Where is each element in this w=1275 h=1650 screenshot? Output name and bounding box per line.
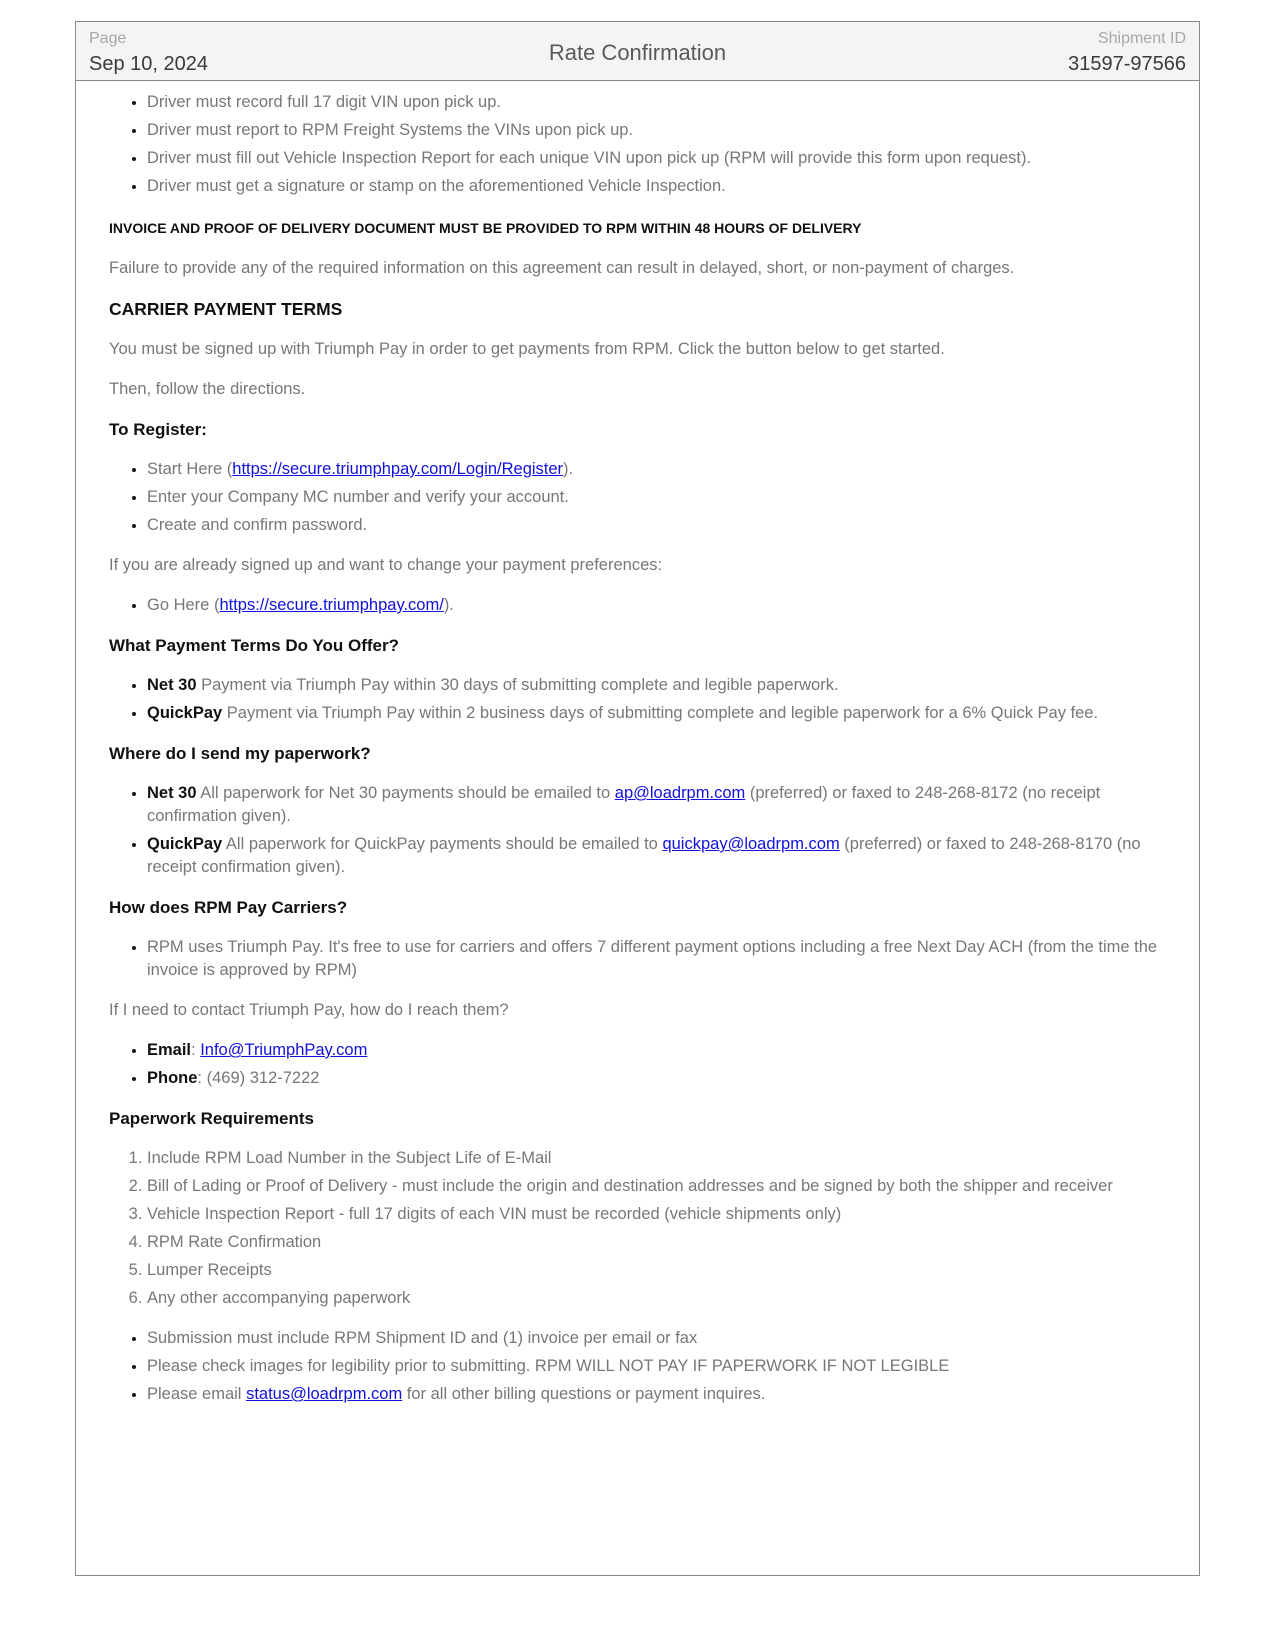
how-rpm-pays-heading: How does RPM Pay Carriers? [109, 898, 348, 917]
list-item: • Driver must get a signature or stamp on the aforementioned Vehicle Inspection. [147, 175, 1166, 198]
list-item: • Start Here (https://secure.triumphpay.com/Login/Register). [147, 458, 1166, 481]
list-item: • RPM uses Triumph Pay. It's free to use for carriers and offers 7 different payment options including a free Next Day ACH (from the time the invoice is approved by RPM) [147, 936, 1166, 982]
page-header [76, 22, 1199, 81]
list-item: • Driver must report to RPM Freight Systems the VINs upon pick up. [147, 119, 1166, 142]
send-paperwork-list [109, 782, 1166, 879]
paperwork-requirements-list [109, 1147, 1166, 1310]
list-item: 4. RPM Rate Confirmation [147, 1231, 1166, 1254]
carrier-payment-terms-heading: CARRIER PAYMENT TERMS [109, 299, 343, 319]
shipment-id-label: Shipment ID [1097, 30, 1186, 47]
paperwork-requirements-heading: Paperwork Requirements [109, 1109, 315, 1128]
quickpay-email-link[interactable]: quickpay@loadrpm.com [662, 835, 840, 853]
list-item: • Driver must fill out Vehicle Inspection Report for each unique VIN upon pick up (RPM will provide this form upon request). [147, 147, 1166, 170]
list-item: 2. Bill of Lading or Proof of Delivery - must include the origin and destination addresses and be signed by both the shipper and receiver [147, 1175, 1166, 1198]
list-item: 1. Include RPM Load Number in the Subject Life of E-Mail [147, 1147, 1166, 1170]
list-item: • Phone: (469) 312-7222 [147, 1067, 1166, 1090]
list-item: 3. Vehicle Inspection Report - full 17 digits of each VIN must be recorded (vehicle shipments only) [147, 1203, 1166, 1226]
list-item: • Enter your Company MC number and verify your account. [147, 486, 1166, 509]
list-item: • Net 30 All paperwork for Net 30 payments should be emailed to ap@loadrpm.com (preferred) or faxed to 248-268-8172 (no receipt confirmation given). [147, 782, 1166, 828]
list-item: • Create and confirm password. [147, 514, 1166, 537]
final-notes-list [109, 1327, 1166, 1406]
page-content [76, 81, 1199, 1406]
payment-terms-heading: What Payment Terms Do You Offer? [109, 636, 399, 655]
page-label: Page [89, 30, 127, 47]
list-item: • Email: Info@TriumphPay.com [147, 1039, 1166, 1062]
list-item: • QuickPay All paperwork for QuickPay payments should be emailed to quickpay@loadrpm.com (preferred) or faxed to 248-268-8170 (no receipt confirmation given). [147, 833, 1166, 879]
delivery-notice: INVOICE AND PROOF OF DELIVERY DOCUMENT MUST BE PROVIDED TO RPM WITHIN 48 HOURS OF DELIVERY [109, 220, 862, 236]
rate-confirmation-page [75, 21, 1200, 1576]
list-item: • Please email status@loadrpm.com for all other billing questions or payment inquires. [147, 1383, 1166, 1406]
page-date: Sep 10, 2024 [89, 53, 208, 75]
register-steps-list [109, 458, 1166, 537]
list-item: • Driver must record full 17 digit VIN upon pick up. [147, 91, 1166, 114]
vin-rules-list [109, 91, 1166, 198]
shipment-id-value: 31597-97566 [1068, 53, 1186, 75]
carrier-terms-then: Then, follow the directions. [109, 380, 306, 398]
already-signed-up-text: If you are already signed up and want to change your payment preferences: [109, 556, 663, 574]
payment-terms-list [109, 674, 1166, 725]
page-title: Rate Confirmation [548, 40, 727, 65]
already-signed-up-list [109, 594, 1166, 617]
contact-list [109, 1039, 1166, 1090]
failure-text: Failure to provide any of the required information on this agreement can result in delayed, short, or non-payment of charges. [109, 259, 1015, 277]
list-item: • Submission must include RPM Shipment ID and (1) invoice per email or fax [147, 1327, 1166, 1350]
triumphpay-email-link[interactable]: Info@TriumphPay.com [200, 1041, 368, 1059]
list-item: • Go Here (https://secure.triumphpay.com/). [147, 594, 1166, 617]
list-item: 6. Any other accompanying paperwork [147, 1287, 1166, 1310]
list-item: • Net 30 Payment via Triumph Pay within 30 days of submitting complete and legible paperwork. [147, 674, 1166, 697]
status-email-link[interactable]: status@loadrpm.com [246, 1385, 403, 1403]
carrier-terms-intro: You must be signed up with Triumph Pay in order to get payments from RPM. Click the button below to get started. [109, 340, 945, 358]
register-link[interactable]: https://secure.triumphpay.com/Login/Register [232, 460, 564, 478]
list-item: 5. Lumper Receipts [147, 1259, 1166, 1282]
send-paperwork-heading: Where do I send my paperwork? [109, 744, 371, 763]
how-rpm-pays-list [109, 936, 1166, 982]
triumphpay-home-link[interactable]: https://secure.triumphpay.com/ [219, 596, 444, 614]
list-item: • Please check images for legibility prior to submitting. RPM WILL NOT PAY IF PAPERWORK IF NOT LEGIBLE [147, 1355, 1166, 1378]
list-item: • QuickPay Payment via Triumph Pay within 2 business days of submitting complete and legible paperwork for a 6% Quick Pay fee. [147, 702, 1166, 725]
ap-email-link[interactable]: ap@loadrpm.com [614, 784, 746, 802]
register-heading: To Register: [109, 420, 207, 439]
contact-question: If I need to contact Triumph Pay, how do I reach them? [109, 1001, 509, 1019]
